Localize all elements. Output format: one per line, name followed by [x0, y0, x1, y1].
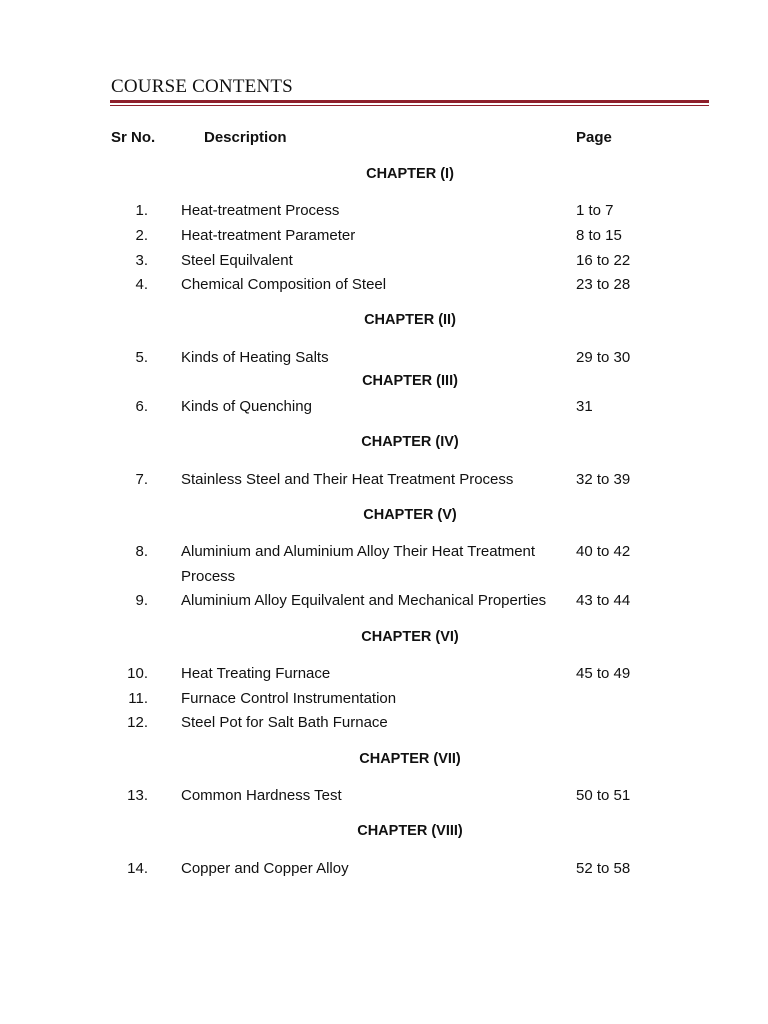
item-description: Common Hardness Test — [181, 787, 342, 804]
item-description: Steel Pot for Salt Bath Furnace — [181, 714, 388, 731]
chapter-heading: CHAPTER (IV) — [361, 434, 459, 450]
item-number: 11. — [128, 690, 148, 707]
toc-row — [0, 252, 768, 272]
toc-row — [0, 471, 768, 491]
toc-row — [0, 690, 768, 710]
item-description: Steel Equilvalent — [181, 252, 293, 269]
item-page-range: 52 to 58 — [576, 860, 631, 877]
item-page-range: 32 to 39 — [576, 471, 631, 488]
item-description: Aluminium and Aluminium Alloy Their Heat Treatment — [181, 543, 536, 560]
item-number: 8. — [135, 543, 148, 560]
chapter-heading: CHAPTER (III) — [362, 373, 458, 389]
item-number: 5. — [135, 349, 148, 366]
item-description: Kinds of Quenching — [181, 398, 312, 415]
item-number: 3. — [135, 252, 148, 269]
item-description: Furnace Control Instrumentation — [181, 690, 397, 707]
item-page-range: 1 to 7 — [576, 202, 614, 219]
item-description: Heat Treating Furnace — [181, 665, 331, 682]
column-header-page: Page — [576, 129, 612, 146]
toc-row — [0, 787, 768, 807]
chapter-heading: CHAPTER (VI) — [361, 629, 459, 645]
toc-row — [0, 860, 768, 880]
item-number: 13. — [127, 787, 148, 804]
toc-row — [0, 592, 768, 612]
item-description: Kinds of Heating Salts — [181, 349, 329, 366]
toc-row — [0, 227, 768, 247]
item-page-range: 16 to 22 — [576, 252, 631, 269]
toc-row — [0, 398, 768, 418]
item-number: 4. — [135, 276, 148, 293]
item-description: Copper and Copper Alloy — [181, 860, 349, 877]
title-rule-thin — [110, 105, 709, 106]
toc-row — [0, 276, 768, 296]
item-page-range: 31 — [576, 398, 593, 415]
column-header-sr-no: Sr No. — [111, 129, 156, 146]
toc-row — [0, 543, 768, 563]
page-title: COURSE CONTENTS — [111, 76, 293, 97]
item-number: 2. — [135, 227, 148, 244]
item-description: Aluminium Alloy Equilvalent and Mechanical Properties — [181, 592, 547, 609]
item-page-range: 23 to 28 — [576, 276, 631, 293]
item-number: 10. — [127, 665, 148, 682]
item-page-range: 45 to 49 — [576, 665, 631, 682]
toc-row — [0, 349, 768, 369]
chapter-heading: CHAPTER (V) — [363, 507, 457, 523]
toc-row — [0, 665, 768, 685]
toc-row — [0, 714, 768, 734]
item-number: 14. — [127, 860, 148, 877]
item-page-range: 8 to 15 — [576, 227, 622, 244]
title-rule-thick — [110, 100, 709, 103]
chapter-heading: CHAPTER (VIII) — [357, 823, 463, 839]
item-description: Stainless Steel and Their Heat Treatment Process — [181, 471, 514, 488]
item-page-range: 40 to 42 — [576, 543, 631, 560]
item-number: 6. — [135, 398, 148, 415]
item-description: Heat-treatment Parameter — [181, 227, 356, 244]
item-number: 7. — [135, 471, 148, 488]
item-number: 12. — [127, 714, 148, 731]
chapter-heading: CHAPTER (VII) — [359, 751, 461, 767]
column-header-description: Description — [204, 129, 287, 146]
item-page-range: 29 to 30 — [576, 349, 631, 366]
item-number: 1. — [135, 202, 148, 219]
item-description: Chemical Composition of Steel — [181, 276, 387, 293]
chapter-heading: CHAPTER (II) — [364, 312, 456, 328]
item-page-range: 50 to 51 — [576, 787, 631, 804]
toc-row — [0, 202, 768, 222]
item-page-range: 43 to 44 — [576, 592, 631, 609]
item-description-continuation: Process — [181, 568, 236, 585]
item-number: 9. — [135, 592, 148, 609]
chapter-heading: CHAPTER (I) — [366, 166, 454, 182]
item-description: Heat-treatment Process — [181, 202, 340, 219]
